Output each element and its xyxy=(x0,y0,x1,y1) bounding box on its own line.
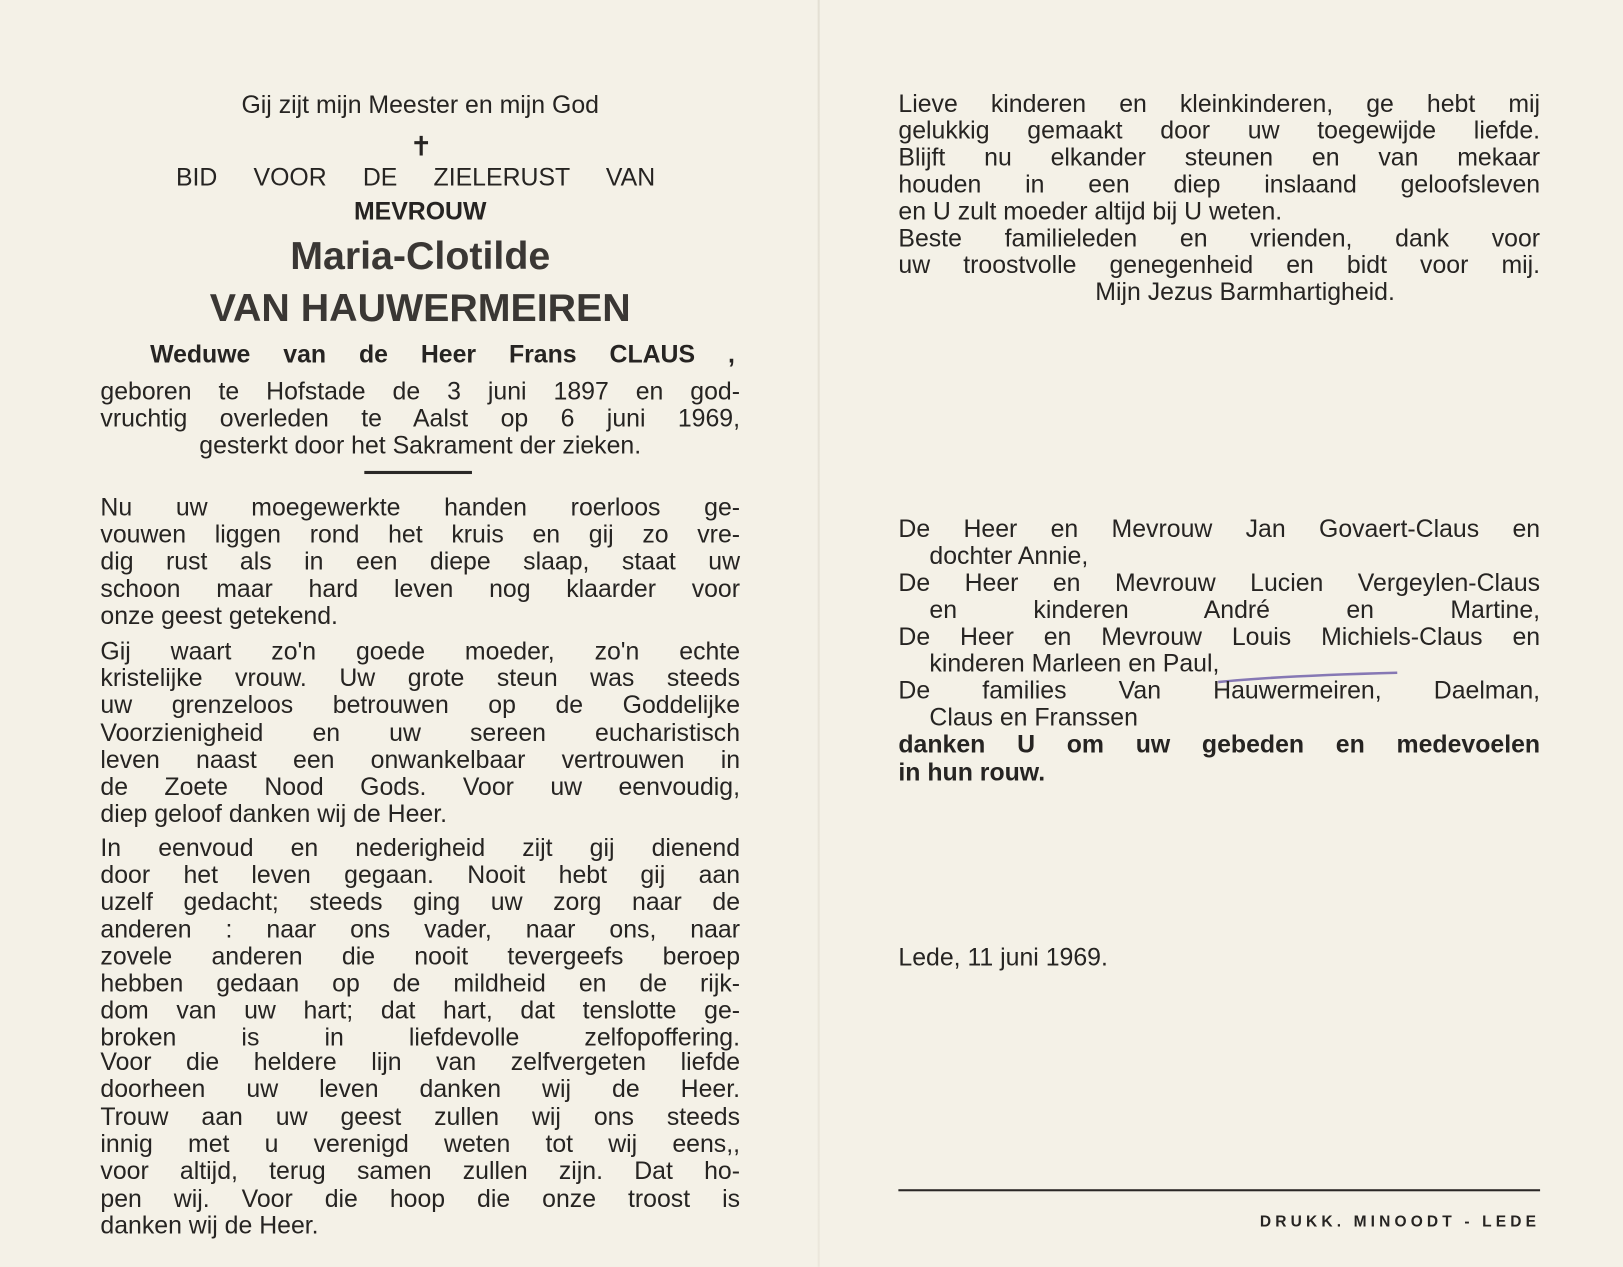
bio-line: geboren te Hofstade de 3 juni 1897 en god- xyxy=(100,377,741,406)
paragraph-line: kristelijke vrouw. Uw grote steun was steeds xyxy=(100,664,741,693)
message-line: Beste familieleden en vrienden, dank voor xyxy=(898,224,1541,253)
paragraph-line: In eenvoud en nederigheid zijt gij dienend xyxy=(100,834,741,863)
closing-line: Mijn Jezus Barmhartigheid. xyxy=(1095,278,1395,307)
paragraph-line: dom van uw hart; dat hart, dat tenslotte ge- xyxy=(100,996,741,1025)
family-line: kinderen Marleen en Paul, xyxy=(929,649,1220,678)
footer-rule xyxy=(898,1189,1540,1191)
paragraph-line: danken wij de Heer. xyxy=(100,1211,319,1240)
family-line: dochter Annie, xyxy=(929,542,1089,571)
family-line: Claus en Franssen xyxy=(929,703,1138,732)
paragraph-line: Voorzienigheid en uw sereen eucharistisch xyxy=(100,718,741,747)
paragraph-line: doorheen uw leven danken wij de Heer. xyxy=(100,1075,741,1104)
paragraph-line: onze geest getekend. xyxy=(100,602,338,631)
message-line: Blijft nu elkander steunen en van mekaar xyxy=(898,143,1541,172)
bio-line: vruchtig overleden te Aalst op 6 juni 1969, xyxy=(100,404,741,433)
place-date: Lede, 11 juni 1969. xyxy=(898,943,1108,972)
paragraph-line: door het leven gegaan. Nooit hebt gij aan xyxy=(100,861,741,890)
paragraph-line: anderen : naar ons vader, naar ons, naar xyxy=(100,915,741,944)
paragraph-line: uzelf gedacht; steeds ging uw zorg naar de xyxy=(100,888,741,917)
paragraph-line: Trouw aan uw geest zullen wij ons steeds xyxy=(100,1103,741,1132)
bio-line: gesterkt door het Sakrament der zieken. xyxy=(199,431,642,460)
message-line: Lieve kinderen en kleinkinderen, ge hebt mij xyxy=(898,90,1541,118)
paragraph-line: hebben gedaan op de mildheid en de rijk- xyxy=(100,969,741,998)
family-line: De Heer en Mevrouw Jan Govaert-Claus en xyxy=(898,515,1541,544)
paragraph-line: Gij waart zo'n goede moeder, zo'n echte xyxy=(100,637,741,666)
paragraph-line: schoon maar hard leven nog klaarder voor xyxy=(100,575,741,603)
paragraph-line: dig rust als in een diepe slaap, staat uw xyxy=(100,547,741,576)
title-mevrouw: MEVROUW xyxy=(353,197,487,226)
fold-line xyxy=(818,0,820,1267)
paragraph-line: broken is in liefdevolle zelfopoffering. xyxy=(100,1024,741,1052)
paragraph-line: pen wij. Voor die hoop die onze troost is xyxy=(100,1184,741,1213)
prayer-line: BID VOOR DE ZIELERUST VAN xyxy=(175,163,656,192)
paragraph-line: vouwen liggen rond het kruis en gij zo vre- xyxy=(100,520,741,549)
paragraph-line: diep geloof danken wij de Heer. xyxy=(100,800,448,829)
surname: VAN HAUWERMEIREN xyxy=(209,286,631,331)
paragraph-line: leven naast een onwankelbaar vertrouwen in xyxy=(100,746,741,774)
widow-line: Weduwe van de Heer Frans CLAUS , xyxy=(150,340,735,369)
paragraph-line: de Zoete Nood Gods. Voor uw eenvoudig, xyxy=(100,773,741,802)
paragraph-line: voor altijd, terug samen zullen zijn. Dat ho- xyxy=(100,1157,741,1186)
message-line: en U zult moeder altijd bij U weten. xyxy=(898,197,1283,226)
thanks-line: danken U om uw gebeden en medevoelen xyxy=(898,730,1541,759)
message-line: houden in een diep inslaand geloofsleven xyxy=(898,170,1541,199)
paragraph-line: innig met u verenigd weten tot wij eens,, xyxy=(100,1130,741,1159)
paragraph-line: uw grenzeloos betrouwen op de Goddelijke xyxy=(100,691,741,720)
family-line: De Heer en Mevrouw Lucien Vergeylen-Claus xyxy=(898,569,1541,598)
paragraph-line: zovele anderen die nooit tevergeefs beroep xyxy=(100,942,741,971)
printer-imprint: DRUKK. MINOODT - LEDE xyxy=(1259,1213,1541,1231)
message-line: uw troostvolle genegenheid en bidt voor mij. xyxy=(898,251,1541,280)
message-line: gelukkig gemaakt door uw toegewijde liefde. xyxy=(898,116,1541,145)
cross-icon: ✝ xyxy=(409,130,433,162)
family-line: en kinderen André en Martine, xyxy=(929,596,1541,625)
divider xyxy=(364,471,472,474)
thanks-line: in hun rouw. xyxy=(898,758,1046,787)
header-line: Gij zijt mijn Meester en mijn God xyxy=(241,91,599,120)
family-line: De families Van Hauwermeiren, Daelman, xyxy=(898,676,1541,705)
paragraph-line: Voor die heldere lijn van zelfvergeten liefde xyxy=(100,1048,741,1077)
first-name: Maria-Clotilde xyxy=(290,234,551,279)
family-line: De Heer en Mevrouw Louis Michiels-Claus en xyxy=(898,623,1541,652)
paragraph-line: Nu uw moegewerkte handen roerloos ge- xyxy=(100,493,741,522)
